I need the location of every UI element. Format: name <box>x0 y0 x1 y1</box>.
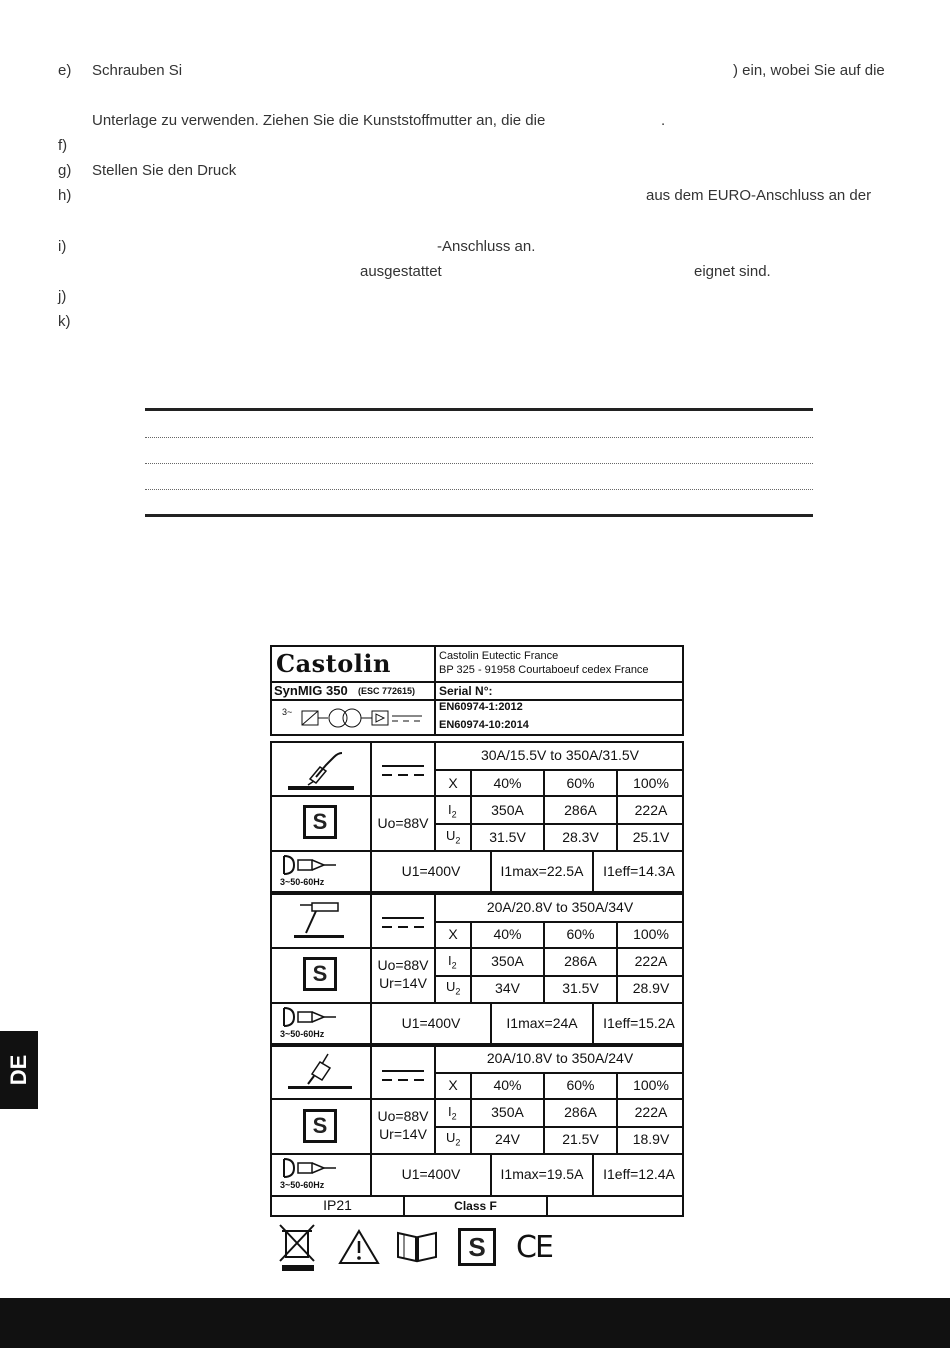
i2-value: 222A <box>634 953 668 969</box>
table-row-divider <box>145 437 813 438</box>
step-letter: i) <box>58 238 67 255</box>
language-tab <box>0 1031 38 1109</box>
step-letter: h) <box>58 187 72 204</box>
step-text: . <box>661 112 666 129</box>
step-text: Schrauben Si <box>92 62 183 79</box>
dc-current-icon <box>380 763 426 779</box>
duty-x-label: X <box>448 775 458 791</box>
u2-value: 18.9V <box>632 1131 670 1147</box>
i2-label: $I_2$ <box>448 1104 457 1122</box>
u2-value: 31.5V <box>489 829 526 845</box>
step-letter: e) <box>58 62 72 79</box>
open-circuit-voltage: Uo=88V <box>377 1108 429 1124</box>
s-symbol-icon: S <box>303 957 337 991</box>
step-text: Unterlage zu verwenden. Ziehen Sie die Kunststoffmutter an, die die <box>92 112 546 129</box>
castolin-logo: Castolin <box>276 649 391 678</box>
open-circuit-voltage: Uo=88V <box>377 957 429 973</box>
freq-label: 3~50-60Hz <box>280 877 325 887</box>
duty-100: 100% <box>633 775 669 791</box>
table-top-rule <box>145 408 813 411</box>
tig-torch-icon <box>286 901 356 941</box>
s-symbol-icon: S <box>303 805 337 839</box>
duty-x-label: X <box>448 1077 458 1093</box>
step-text: aus dem EURO-Anschluss an der <box>646 187 872 204</box>
freq-label: 3~50-60Hz <box>280 1180 325 1190</box>
mains-plug-icon <box>280 1006 340 1028</box>
company-name: Castolin Eutectic France <box>439 650 559 662</box>
language-tab-label: DE <box>6 1054 31 1086</box>
step-text: ) ein, wobei Sie auf die <box>733 62 885 79</box>
rated-load-voltage: Ur=14V <box>379 975 427 991</box>
warning-triangle-icon <box>338 1229 380 1265</box>
duty-60: 60% <box>566 926 595 942</box>
step-text: Stellen Sie den Druck <box>92 162 237 179</box>
manual-book-icon <box>394 1229 440 1263</box>
supply-voltage: U1=400V <box>401 1166 461 1182</box>
eff-input-current: I1eff=14.3A <box>603 863 675 879</box>
eff-input-current: I1eff=12.4A <box>603 1166 675 1182</box>
step-letter: g) <box>58 162 72 179</box>
open-circuit-voltage: Uo=88V <box>377 815 429 831</box>
table-row-divider <box>145 463 813 464</box>
step-letter: f) <box>58 137 68 154</box>
u2-label: $U_2$ <box>446 828 461 846</box>
duty-100: 100% <box>633 926 669 942</box>
ce-mark-icon: CE <box>516 1230 552 1265</box>
standard: EN60974-1:2012 <box>439 701 523 713</box>
model-code: (ESC 772615) <box>358 686 416 696</box>
s-symbol-icon: S <box>303 1109 337 1143</box>
mains-plug-icon <box>280 1157 340 1179</box>
duty-x-label: X <box>448 926 458 942</box>
weee-bin-icon <box>278 1223 318 1273</box>
i2-value: 350A <box>491 953 524 969</box>
insulation-class: Class F <box>454 1199 497 1213</box>
eff-input-current: I1eff=15.2A <box>603 1015 675 1031</box>
current-range: 20A/10.8V to 350A/24V <box>486 1050 634 1066</box>
dc-current-icon <box>380 915 426 931</box>
empty-table <box>145 408 813 518</box>
company-address: BP 325 - 91958 Courtaboeuf cedex France <box>439 664 649 676</box>
u2-value: 31.5V <box>562 980 599 996</box>
i2-value: 286A <box>564 953 597 969</box>
u2-value: 34V <box>495 980 520 996</box>
step-text: ausgestattet <box>360 263 442 280</box>
standard: EN60974-10:2014 <box>439 719 529 731</box>
i2-label: $I_2$ <box>448 953 457 971</box>
max-input-current: I1max=24A <box>506 1015 578 1031</box>
u2-value: 24V <box>495 1131 520 1147</box>
u2-value: 28.3V <box>562 829 599 845</box>
serial-label: Serial N°: <box>439 684 493 698</box>
i2-value: 350A <box>491 1104 524 1120</box>
i2-label: $I_2$ <box>448 802 457 820</box>
inverter-schematic-icon <box>300 707 428 729</box>
supply-voltage: U1=400V <box>401 1015 461 1031</box>
page-footer-band <box>0 1298 950 1348</box>
u2-value: 21.5V <box>562 1131 599 1147</box>
u2-label: $U_2$ <box>446 979 461 997</box>
duty-60: 60% <box>566 1077 595 1093</box>
model-name: SynMIG 350 <box>274 683 348 698</box>
phase-label: 3~ <box>282 707 293 717</box>
mig-torch-icon <box>286 747 356 791</box>
current-range: 20A/20.8V to 350A/34V <box>486 899 634 915</box>
step-letter: j) <box>58 288 67 305</box>
duty-100: 100% <box>633 1077 669 1093</box>
current-range: 30A/15.5V to 350A/31.5V <box>480 747 639 763</box>
max-input-current: I1max=19.5A <box>500 1166 584 1182</box>
u2-value: 28.9V <box>632 980 670 996</box>
rated-load-voltage: Ur=14V <box>379 1126 427 1142</box>
duty-60: 60% <box>566 775 595 791</box>
step-text: eignet sind. <box>694 263 771 280</box>
mains-plug-icon <box>280 854 340 876</box>
freq-label: 3~50-60Hz <box>280 1029 325 1039</box>
dc-current-icon <box>380 1068 426 1084</box>
i2-value: 286A <box>564 1104 597 1120</box>
i2-value: 222A <box>634 802 668 818</box>
step-text: -Anschluss an. <box>437 238 536 255</box>
electrode-holder-icon <box>286 1050 356 1092</box>
max-input-current: I1max=22.5A <box>500 863 584 879</box>
i2-value: 222A <box>634 1104 668 1120</box>
i2-value: 286A <box>564 802 597 818</box>
u2-value: 25.1V <box>632 829 670 845</box>
duty-40: 40% <box>493 926 522 942</box>
table-row-divider <box>145 489 813 490</box>
u2-label: $U_2$ <box>446 1130 461 1148</box>
duty-40: 40% <box>493 775 522 791</box>
s-symbol-icon: S <box>458 1228 496 1266</box>
table-bottom-rule <box>145 514 813 517</box>
step-letter: k) <box>58 313 71 330</box>
supply-voltage: U1=400V <box>401 863 461 879</box>
i2-value: 350A <box>491 802 524 818</box>
ip-rating: IP21 <box>323 1197 352 1213</box>
duty-40: 40% <box>493 1077 522 1093</box>
